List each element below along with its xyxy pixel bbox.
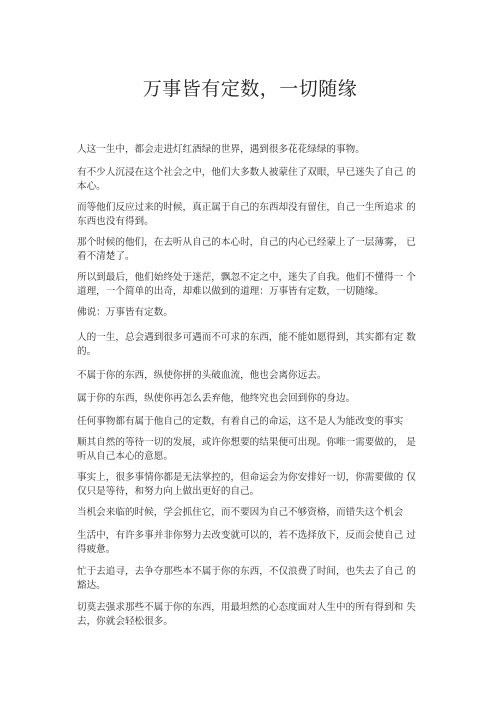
paragraph: 不属于你的东西，纵使你拼的头破血流，他也会离你远去。 bbox=[77, 370, 327, 381]
paragraph: 忙于去追寻，去争夺那些本不属于你的东西，不仅浪费了时间，也失去了自己 的豁达。 bbox=[77, 566, 416, 591]
paragraph: 生活中，有许多事并非你努力去改变就可以的，若不选择放下，反而会使自己 过得疲惫。 bbox=[77, 530, 416, 555]
paragraph: 人的一生，总会遇到很多可遇而不可求的东西，能不能如愿得到，其实都有定 数的。 bbox=[77, 332, 416, 357]
paragraph: 佛说：万事皆有定数。 bbox=[77, 307, 173, 318]
paragraph: 那个时候的他们，在去听从自己的本心时，自己的内心已经蒙上了一层薄雾， 已看不清楚了。 bbox=[77, 237, 416, 262]
paragraph: 当机会来临的时候，学会抓住它，而不要因为自己不够资格，而错失这个机会 bbox=[77, 507, 404, 518]
document-title: 万事皆有定数，一切随缘 bbox=[142, 78, 358, 100]
paragraph: 人这一生中，都会走进灯红酒绿的世界，遇到很多花花绿绿的事物。 bbox=[77, 144, 365, 155]
paragraph: 顺其自然的等待一切的发展，或许你想要的结果便可出现。你唯一需要做的， 是听从自己本心的意愿。 bbox=[77, 437, 416, 462]
paragraph: 切莫去强求那些不属于你的东西，用最坦然的心态度面对人生中的所有得到和 失去，你就会轻松很多。 bbox=[77, 602, 416, 627]
paragraph: 事实上，很多事情你都是无法掌控的，但命运会为你安排好一切，你需要做的 仅仅只是等待，和努力向上做出更好的自己。 bbox=[77, 472, 416, 497]
paragraph: 任何事物都有属于他自己的定数，有着自己的命运，这不是人为能改变的事实 bbox=[77, 416, 404, 427]
paragraph: 所以到最后，他们始终处于迷茫，飘忽不定之中，迷失了自我。他们不懂得一 个道理，一个简单的出奇，却难以做到的道理：万事皆有定数，一切随缘。 bbox=[77, 272, 416, 297]
paragraph: 而等他们反应过来的时候，真正属于自己的东西却没有留住，自己一生所追求 的东西也没有得到。 bbox=[77, 202, 416, 227]
paragraph: 属于你的东西，纵使你再怎么丢弃他，他终究也会回到你的身边。 bbox=[77, 393, 356, 404]
paragraph: 有不少人沉浸在这个社会之中，他们大多数人被蒙住了双眼，早已迷失了自己 的本心。 bbox=[77, 167, 416, 192]
